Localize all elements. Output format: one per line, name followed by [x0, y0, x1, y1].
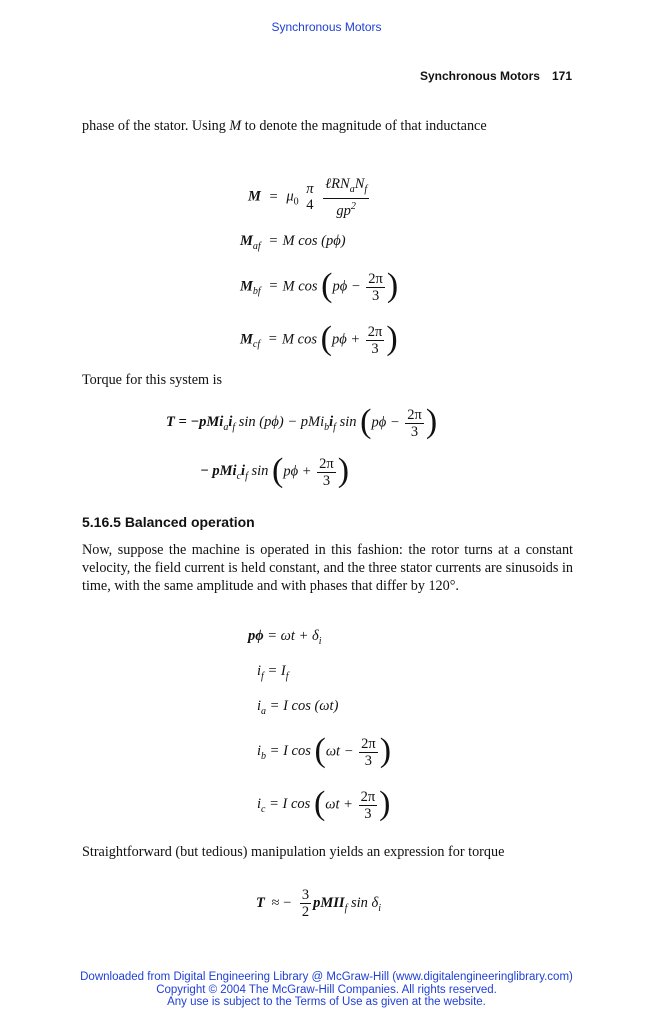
symbol-M: M [229, 118, 242, 134]
banner-title: Synchronous Motors [271, 20, 382, 34]
footer-copyright: Copyright © 2004 The McGraw-Hill Companies. All rights reserved. [156, 983, 497, 996]
equation-if: $i_f = I_f$ [257, 663, 289, 682]
torque-equation-line1: $T = -pMi_ai_f$ $\sin (p\phi) - pMi_bi_f$ sin (pϕ − $\frac{2\pi}{3}$ ) [166, 403, 438, 440]
final-paragraph: Straightforward (but tedious) manipulation yields an expression for torque [82, 844, 505, 860]
equation-ib: $i_b = I$ cos (ωt − $\frac{2\pi}{3}$ ) [257, 732, 392, 769]
running-head [420, 69, 572, 83]
running-head-title: Synchronous Motors [419, 69, 540, 83]
balanced-paragraph: Now, suppose the machine is operated in this fashion: the rotor turns at a constant velocity, the field current is held constant, and the three stator currents are sinusoids in time, with the same amplitude and with phases that differ by 120°. [82, 542, 573, 595]
page-number: 171 [551, 69, 572, 83]
torque-equation-line2: − $pMi_ci_f$ sin (pϕ + $\frac{2\pi}{3}$ ) [200, 452, 350, 489]
torque-intro: Torque for this system is [82, 372, 223, 388]
equation-ia: $i_a = I$ cos (ωt) [257, 698, 339, 717]
equation-Mbf: $M_{bf} = M$ cos (pϕ − $\frac{2\pi}{3}$ ) [240, 267, 399, 304]
section-heading: 5.16.5 Balanced operation [82, 514, 255, 530]
equation-ic: $i_c = I$ cos (ωt + $\frac{2\pi}{3}$ ) [257, 785, 391, 822]
footer-terms-link[interactable]: Any use is subject to the Terms of Use as given at the website. [167, 996, 486, 1008]
equation-Mcf: $M_{cf} = M$ cos (pϕ + $\frac{2\pi}{3}$ ) [240, 320, 398, 357]
equation-M: $M = \mu_0$ π 4 $\frac{\ell RN_aN_f}{gp^2}$ [248, 176, 368, 219]
footer-download-link[interactable]: Downloaded from Digital Engineering Library @ McGraw-Hill (www.digitalengineeringlibrary.com) [80, 971, 573, 983]
footer [0, 971, 653, 1009]
final-torque-equation: T ≈ − $\frac{3}{2}$ pMII$_f$ $\sin \delta_i$ [256, 887, 382, 920]
equation-pphi: $p\phi = \omega t + \delta_i$ [248, 628, 322, 647]
intro-paragraph: phase of the stator. Using M to denote the magnitude of that inductance [82, 118, 487, 134]
equation-Maf: $M_{af} = M$ cos (pϕ) [240, 233, 346, 252]
